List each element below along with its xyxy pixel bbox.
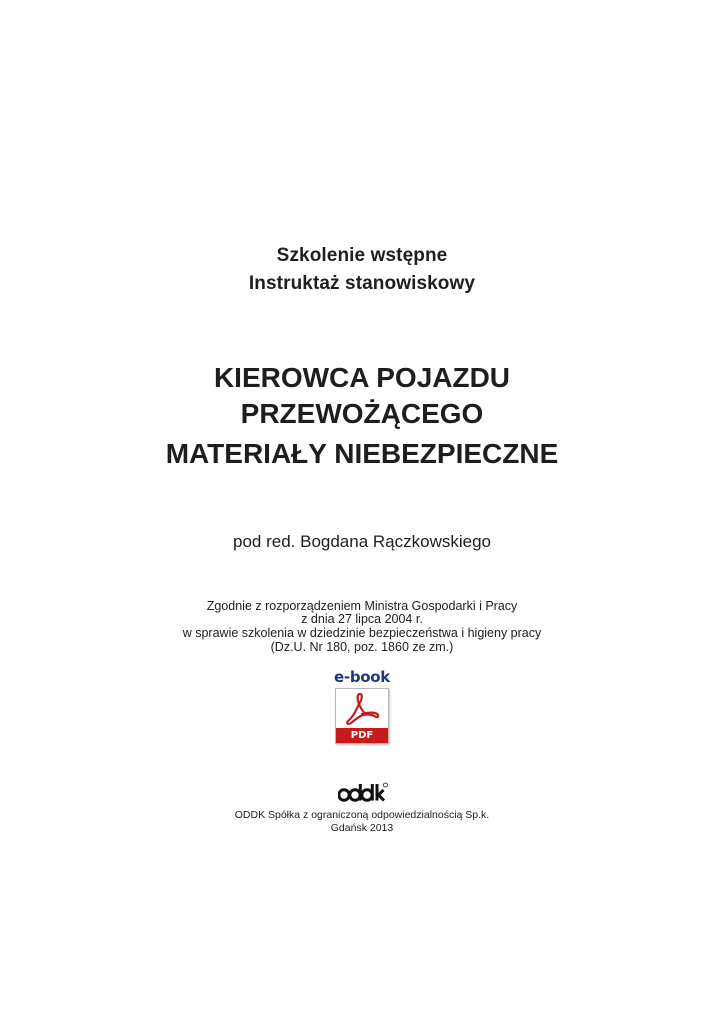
legal-basis-line-1: Zgodnie z rozporządzeniem Ministra Gospodarki i Pracy	[206, 599, 518, 613]
publisher-place-year: Gdańsk 2013	[330, 822, 394, 834]
legal-basis-line-2: z dnia 27 lipca 2004 r.	[301, 612, 423, 626]
ebook-pdf-badge	[333, 668, 391, 744]
subtitle-line-1: Szkolenie wstępne	[276, 245, 448, 266]
legal-basis-line-3: w sprawie szkolenia w dziedzinie bezpieczeństwa i higieny pracy	[182, 626, 542, 640]
oddk-logo-mark	[338, 781, 388, 803]
oddk-logo	[338, 781, 388, 803]
editor-credit: pod red. Bogdana Rączkowskiego	[233, 532, 491, 551]
legal-basis-line-4: (Dz.U. Nr 180, poz. 1860 ze zm.)	[270, 640, 454, 654]
main-title-line-1: KIEROWCA POJAZDU	[213, 362, 511, 393]
pdf-format-strip: PDF	[336, 728, 388, 743]
main-title-line-2: PRZEWOŻĄCEGO	[240, 398, 484, 429]
main-title-line-3: MATERIAŁY NIEBEZPIECZNE	[165, 438, 559, 469]
adobe-pdf-icon	[344, 691, 380, 727]
pdf-file-card	[335, 688, 389, 744]
ebook-label: e-book	[334, 668, 390, 686]
publisher-name: ODDK Spółka z ograniczoną odpowiedzialnością Sp.k.	[234, 809, 490, 821]
subtitle-line-2: Instruktaż stanowiskowy	[248, 273, 476, 294]
